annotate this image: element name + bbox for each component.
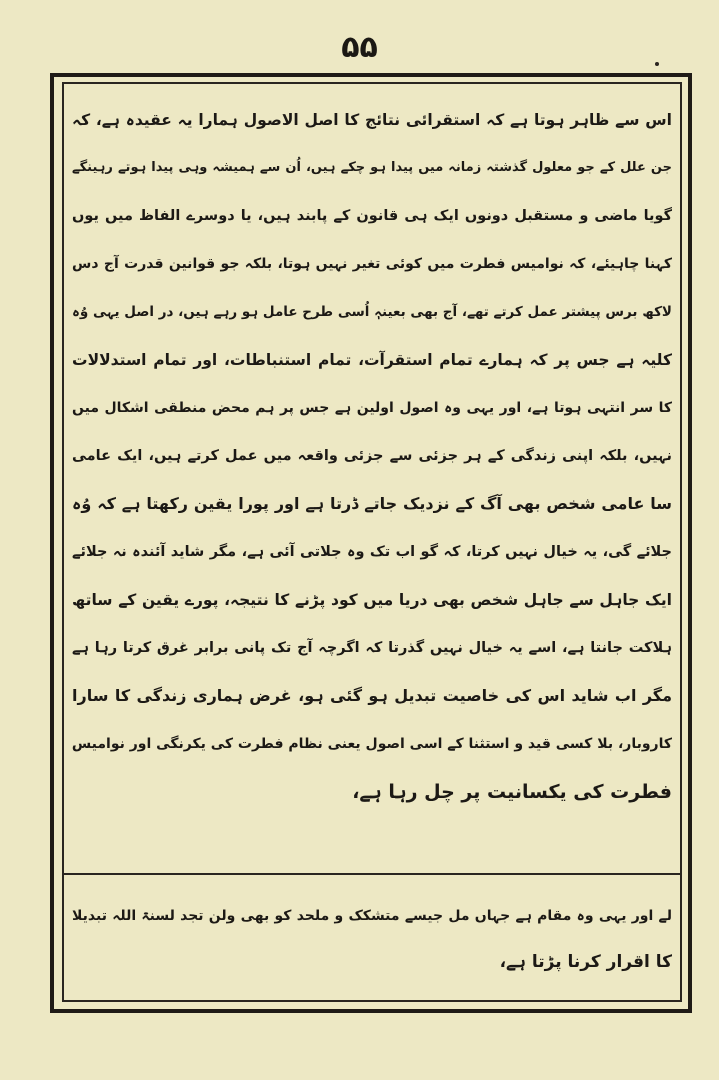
text-line: ایک جاہل سے جاہل شخص بھی دریا میں کود پڑنے کا نتیجہ، پورے یقین کے ساتھ <box>72 591 672 609</box>
text-line: کلیہ ہے جس پر کہ ہمارے تمام استقرآت، تمام استنباطات، اور تمام استدلالات <box>72 351 672 369</box>
ink-dot <box>655 62 659 66</box>
footnote-separator <box>64 873 680 875</box>
text-line: کا سر انتہی ہوتا ہے، اور یہی وہ اصول اولین ہے جس پر ہم محض منطقی اشکال میں <box>72 400 672 416</box>
footnote-line: کا اقرار کرنا پڑتا ہے، <box>499 952 672 972</box>
text-line: گویا ماضی و مستقبل دونوں ایک ہی قانون کے پابند ہیں، یا دوسرے الفاظ میں یوں <box>72 208 672 224</box>
text-line: فطرت کی یکسانیت پر چل رہا ہے، <box>352 781 672 803</box>
text-line: ہلاکت جانتا ہے، اسے یہ خیال نہیں گذرتا کہ اگرچہ آج تک پانی برابر غرق کرتا رہا ہے <box>72 640 672 656</box>
page-number: ۵۵ <box>341 30 378 65</box>
text-line: اس سے ظاہر ہوتا ہے کہ استقرائی نتائج کا اصل الاصول ہمارا یہ عقیدہ ہے، کہ <box>72 111 672 129</box>
text-line: مگر اب شاید اس کی خاصیت تبدیل ہو گئی ہو، غرض ہماری زندگی کا سارا <box>72 686 672 705</box>
main-text <box>72 96 672 816</box>
text-line: جلائے گی، یہ خیال نہیں کرتا، کہ گو اب تک وہ جلاتی آئی ہے، مگر شاید آئندہ نہ جلائے <box>72 544 672 560</box>
footnote <box>72 893 672 985</box>
text-line: سا عامی شخص بھی آگ کے نزدیک جاتے ڈرتا ہے اور پورا یقین رکھتا ہے کہ وُہ <box>72 494 672 513</box>
text-line: کہنا چاہیئے، کہ نوامیس فطرت میں کوئی تغیر نہیں ہوتا، بلکہ جو قوانین قدرت آج دس <box>72 256 672 272</box>
text-line: جن علل کے جو معلول گذشتہ زمانہ میں پیدا ہو چکے ہیں، اُن سے ہمیشہ وہی پیدا ہوتے رہینگے <box>72 160 672 175</box>
footnote-line: لے اور یہی وہ مقام ہے جہاں مل جیسے متشکک و ملحد کو بھی ولن تجد لسنۃ اللہ تبدیلا <box>72 908 672 924</box>
text-line: کاروبار، بلا کسی قید و استثنا کے اسی اصول یعنی نظام فطرت کی یکرنگی اور نوامیس <box>72 736 672 752</box>
text-line: نہیں، بلکہ اپنی زندگی کے ہر جزئی سے جزئی واقعہ میں عمل کرتے ہیں، ایک عامی <box>72 448 672 464</box>
text-line: لاکھ برس پیشتر عمل کرتے تھے، آج بھی بعینہٖ اُسی طرح عامل ہو رہے ہیں، در اصل یہی وُہ <box>72 304 672 320</box>
